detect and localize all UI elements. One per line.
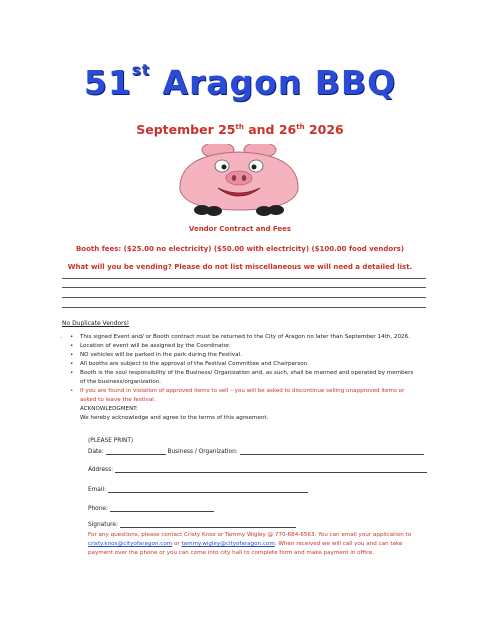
rule-item: • This signed Event and/ or Booth contract must be returned to the City of Aragon no later than September 14th, 2026. <box>70 334 410 340</box>
booth-fees: Booth fees: ($25.00 no electricity) ($50.00 with electricity) ($100.00 food vendors) <box>75 245 405 253</box>
list-line-2[interactable] <box>62 287 426 288</box>
dates-part1: September 25 <box>136 122 236 137</box>
title-number: 51 <box>83 63 132 102</box>
contact-line-1: For any questions, please contact Cristy Knox or Tammy Wigley @ 770-684-6563. You can email your application to <box>88 532 412 538</box>
email-row <box>88 486 308 493</box>
phone-field[interactable] <box>110 505 214 512</box>
signature-field[interactable] <box>120 521 296 528</box>
list-line-1[interactable] <box>62 278 426 279</box>
dates-sup2: th <box>296 122 305 131</box>
ack-heading: ACKNOWLEDGMENT: <box>80 406 138 412</box>
list-line-4[interactable] <box>62 307 426 308</box>
rule-item: • All booths are subject to the approval of the Festival Committee and Chairperson. <box>70 361 309 367</box>
email-link-cristy[interactable]: cristy.knox@cityofaragon.com <box>88 541 173 547</box>
rule-item: • Location of event will be assigned by the Coordinator. <box>70 343 231 349</box>
rule-item-warning: • If you are found in violation of approved items to sell – you will be asked to discontinue selling unapproved items or <box>70 388 405 394</box>
address-field[interactable] <box>115 466 427 473</box>
date-row <box>88 448 424 455</box>
page-title <box>0 63 480 102</box>
dates-sup1: th <box>235 122 244 131</box>
signature-row <box>88 521 296 528</box>
contact-info <box>88 531 438 558</box>
rule-item-warning-continued: asked to leave the festival. <box>80 397 156 403</box>
event-dates <box>0 122 480 137</box>
print-note: (PLEASE PRINT) <box>88 438 134 444</box>
email-link-tammy[interactable]: tammy.wigley@cityofaragon.com <box>181 541 275 547</box>
address-label: Address: <box>88 467 114 473</box>
contact-line-2: cristy.knox@cityofaragon.com or tammy.wigley@cityofaragon.com. When received we will call you and can take <box>88 541 403 547</box>
no-duplicate-heading: No Duplicate Vendors! <box>62 320 130 327</box>
date-label: Date: <box>88 449 104 455</box>
dates-and: and 26 <box>243 122 297 137</box>
list-line-3[interactable] <box>62 297 426 298</box>
title-text: Aragon BBQ <box>162 63 397 102</box>
vending-question: What will you be vending? Please do not list miscellaneous we will need a detailed list. <box>67 263 413 271</box>
address-row <box>88 466 427 473</box>
contract-heading: Vendor Contract and Fees <box>188 225 292 233</box>
rule-item-continued: of the business/organization. <box>80 379 161 385</box>
title-superscript: st <box>131 61 150 79</box>
rules-list <box>62 333 442 423</box>
pig-illustration <box>172 144 306 218</box>
email-field[interactable] <box>108 486 308 493</box>
dates-year: 2026 <box>304 122 344 137</box>
rule-item: • NO vehicles will be parked in the park during the Festival. <box>70 352 242 358</box>
business-field[interactable] <box>240 448 424 455</box>
ack-text: We hereby acknowledge and agree to the terms of this agreement. <box>80 415 269 421</box>
rule-item: • Booth is the soul responsibility of the Business/ Organization and, as such, shall be manned and operated by members <box>70 370 414 376</box>
contact-line-3: payment over the phone or you can come into city hall to complete form and make payment in office. <box>88 550 375 556</box>
email-label: Email: <box>88 487 107 493</box>
phone-label: Phone: <box>88 506 108 512</box>
phone-row <box>88 505 214 512</box>
date-field[interactable] <box>106 448 166 455</box>
signature-label: Signature: <box>88 522 118 528</box>
business-label: Business / Organization: <box>167 449 238 455</box>
margin-mark: - <box>60 334 63 341</box>
